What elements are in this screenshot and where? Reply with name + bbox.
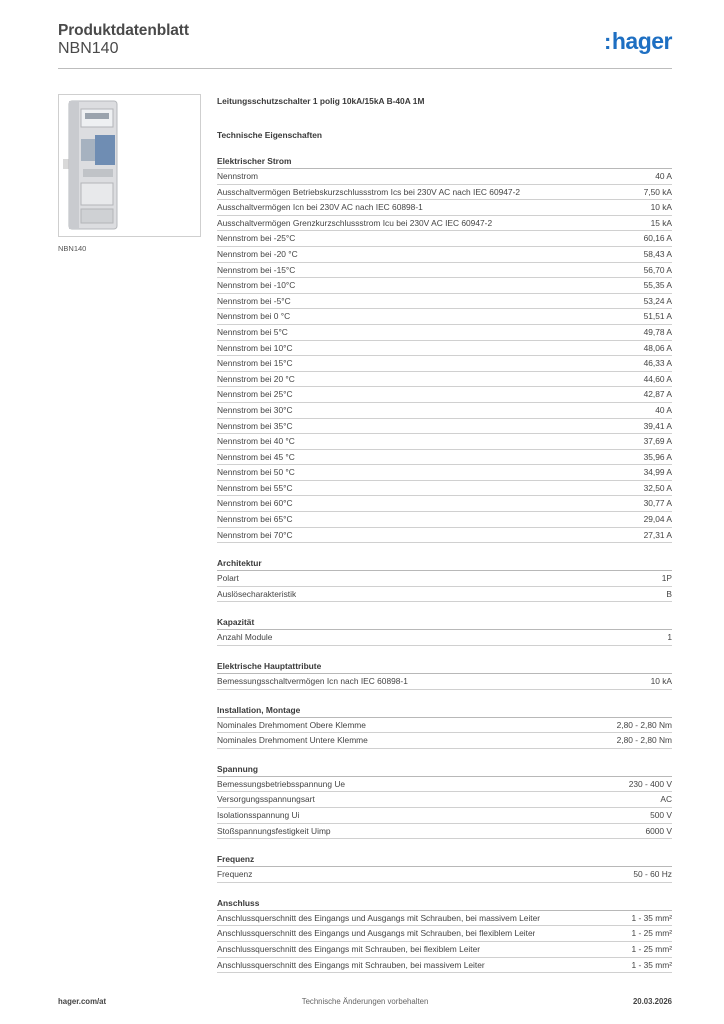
section-title: Elektrische Hauptattribute bbox=[217, 659, 672, 674]
spec-value: AC bbox=[660, 794, 672, 805]
spec-label: Isolationsspannung Ui bbox=[217, 810, 300, 820]
spec-value: 37,69 A bbox=[643, 436, 672, 447]
spec-row bbox=[217, 434, 672, 450]
document-title: Produktdatenblatt bbox=[58, 22, 189, 39]
spec-row bbox=[217, 926, 672, 942]
spec-row bbox=[217, 512, 672, 528]
spec-value: 2,80 - 2,80 Nm bbox=[616, 735, 672, 746]
footer-disclaimer: Technische Änderungen vorbehalten bbox=[301, 997, 429, 1006]
spec-label: Frequenz bbox=[217, 869, 253, 880]
spec-row bbox=[217, 294, 672, 310]
spec-row bbox=[217, 587, 672, 603]
spec-row bbox=[217, 341, 672, 357]
spec-label: Ausschaltvermögen Grenzkurzschlussstrom Icu bei 230V AC IEC 60947-2 bbox=[217, 217, 493, 228]
hager-logo: :hager bbox=[604, 28, 672, 54]
spec-section bbox=[217, 703, 672, 749]
spec-label: Nennstrom bei 70°C bbox=[217, 529, 293, 540]
spec-content bbox=[217, 96, 672, 973]
spec-row bbox=[217, 231, 672, 247]
spec-value: 32,50 A bbox=[643, 482, 672, 493]
spec-label: Anschlussquerschnitt des Eingangs und Ausgangs mit Schrauben, bei massivem Leiter bbox=[217, 912, 541, 923]
spec-section bbox=[217, 556, 672, 602]
spec-value: 34,99 A bbox=[643, 467, 672, 478]
spec-section bbox=[217, 615, 672, 646]
spec-row bbox=[217, 200, 672, 216]
spec-section bbox=[217, 154, 672, 543]
spec-label: Anzahl Module bbox=[217, 632, 273, 643]
spec-value: 51,51 A bbox=[643, 311, 672, 322]
spec-row bbox=[217, 911, 672, 927]
section-title: Installation, Montage bbox=[217, 703, 672, 718]
spec-row bbox=[217, 309, 672, 325]
spec-label: Versorgungsspannungsart bbox=[217, 794, 315, 805]
spec-label: Nennstrom bei 10°C bbox=[217, 342, 293, 353]
spec-label: Nennstrom bei 60°C bbox=[217, 498, 293, 509]
spec-row bbox=[217, 185, 672, 201]
spec-label: Nennstrom bei -15°C bbox=[217, 264, 296, 275]
spec-label: Polart bbox=[217, 573, 239, 584]
spec-label: Nennstrom bei 55°C bbox=[217, 482, 293, 493]
spec-value: 500 V bbox=[650, 810, 672, 820]
spec-label: Nennstrom bei 40 °C bbox=[217, 436, 295, 447]
header-divider bbox=[58, 68, 672, 69]
spec-label: Ausschaltvermögen Betriebskurzschlussstrom Ics bei 230V AC nach IEC 60947-2 bbox=[217, 186, 521, 197]
spec-row bbox=[217, 481, 672, 497]
section-title: Spannung bbox=[217, 762, 672, 777]
spec-label: Nennstrom bbox=[217, 171, 258, 181]
spec-row bbox=[217, 278, 672, 294]
section-title: Kapazität bbox=[217, 615, 672, 630]
spec-value: 42,87 A bbox=[643, 389, 672, 400]
spec-row bbox=[217, 792, 672, 808]
spec-row bbox=[217, 325, 672, 341]
spec-label: Nennstrom bei 5°C bbox=[217, 326, 288, 337]
spec-value: 55,35 A bbox=[643, 280, 672, 291]
spec-row bbox=[217, 247, 672, 263]
spec-sections bbox=[217, 154, 672, 973]
spec-row bbox=[217, 216, 672, 232]
spec-row bbox=[217, 571, 672, 587]
spec-value: 30,77 A bbox=[643, 498, 672, 509]
spec-value: 40 A bbox=[655, 404, 672, 415]
spec-value: 39,41 A bbox=[643, 420, 672, 431]
section-title: Anschluss bbox=[217, 896, 672, 911]
spec-value: 230 - 400 V bbox=[628, 778, 672, 789]
spec-label: Nennstrom bei -5°C bbox=[217, 295, 291, 306]
spec-label: Nennstrom bei 0 °C bbox=[217, 311, 291, 322]
spec-value: 48,06 A bbox=[643, 342, 672, 353]
spec-value: 53,24 A bbox=[643, 295, 672, 306]
spec-row bbox=[217, 496, 672, 512]
spec-value: 1P bbox=[661, 573, 672, 584]
spec-row bbox=[217, 733, 672, 749]
spec-value: 27,31 A bbox=[643, 529, 672, 540]
spec-label: Anschlussquerschnitt des Eingangs mit Schrauben, bei massivem Leiter bbox=[217, 959, 485, 970]
spec-value: 50 - 60 Hz bbox=[633, 869, 672, 880]
spec-label: Nennstrom bei -10°C bbox=[217, 280, 296, 291]
spec-label: Bemessungsschaltvermögen Icn nach IEC 60898-1 bbox=[217, 676, 408, 687]
spec-label: Nominales Drehmoment Obere Klemme bbox=[217, 719, 366, 730]
spec-section bbox=[217, 852, 672, 883]
spec-value: 49,78 A bbox=[643, 326, 672, 337]
spec-section bbox=[217, 762, 672, 839]
spec-label: Bemessungsbetriebsspannung Ue bbox=[217, 778, 346, 789]
spec-value: 35,96 A bbox=[643, 451, 672, 462]
spec-row bbox=[217, 465, 672, 481]
spec-value: B bbox=[666, 588, 672, 599]
spec-label: Stoßspannungsfestigkeit Uimp bbox=[217, 825, 331, 836]
spec-row bbox=[217, 528, 672, 544]
spec-value: 1 - 25 mm² bbox=[631, 928, 672, 939]
spec-row bbox=[217, 808, 672, 824]
section-title: Architektur bbox=[217, 556, 672, 571]
spec-section bbox=[217, 659, 672, 690]
spec-value: 60,16 A bbox=[643, 233, 672, 244]
spec-value: 1 bbox=[667, 632, 672, 643]
technical-properties-heading: Technische Eigenschaften bbox=[217, 130, 323, 140]
spec-value: 10 kA bbox=[650, 676, 672, 687]
spec-row bbox=[217, 824, 672, 840]
spec-label: Nennstrom bei 15°C bbox=[217, 358, 293, 369]
spec-row bbox=[217, 372, 672, 388]
spec-row bbox=[217, 403, 672, 419]
footer-date: 20.03.2026 bbox=[632, 997, 672, 1006]
product-code: NBN140 bbox=[58, 40, 119, 57]
spec-value: 15 kA bbox=[650, 217, 672, 228]
spec-row bbox=[217, 356, 672, 372]
spec-value: 1 - 25 mm² bbox=[631, 943, 672, 954]
spec-value: 2,80 - 2,80 Nm bbox=[616, 719, 672, 730]
spec-section bbox=[217, 896, 672, 973]
spec-label: Ausschaltvermögen Icn bei 230V AC nach IEC 60898-1 bbox=[217, 202, 423, 213]
spec-value: 7,50 kA bbox=[643, 186, 672, 197]
spec-value: 6000 V bbox=[645, 825, 672, 836]
product-name: Leitungsschutzschalter 1 polig 10kA/15kA B-40A 1M bbox=[217, 96, 425, 106]
spec-value: 1 - 35 mm² bbox=[631, 912, 672, 923]
spec-row bbox=[217, 777, 672, 793]
spec-row bbox=[217, 674, 672, 690]
spec-row bbox=[217, 718, 672, 734]
spec-label: Auslösecharakteristik bbox=[217, 588, 297, 599]
spec-row bbox=[217, 419, 672, 435]
spec-label: Nennstrom bei 30°C bbox=[217, 404, 293, 415]
section-title: Elektrischer Strom bbox=[217, 154, 672, 169]
spec-value: 56,70 A bbox=[643, 264, 672, 275]
spec-label: Anschlussquerschnitt des Eingangs und Ausgangs mit Schrauben, bei flexiblem Leiter bbox=[217, 928, 536, 939]
spec-value: 29,04 A bbox=[643, 514, 672, 525]
spec-row bbox=[217, 630, 672, 646]
spec-label: Nominales Drehmoment Untere Klemme bbox=[217, 735, 368, 746]
spec-row bbox=[217, 450, 672, 466]
spec-row bbox=[217, 867, 672, 883]
page-header bbox=[58, 22, 672, 68]
spec-row bbox=[217, 169, 672, 185]
spec-value: 1 - 35 mm² bbox=[631, 959, 672, 970]
spec-row bbox=[217, 263, 672, 279]
image-caption: NBN140 bbox=[58, 244, 87, 253]
spec-label: Anschlussquerschnitt des Eingangs mit Schrauben, bei flexiblem Leiter bbox=[217, 943, 481, 954]
spec-label: Nennstrom bei 25°C bbox=[217, 389, 293, 400]
section-title: Frequenz bbox=[217, 852, 672, 867]
product-image bbox=[58, 94, 201, 237]
spec-label: Nennstrom bei 45 °C bbox=[217, 451, 295, 462]
spec-value: 58,43 A bbox=[643, 248, 672, 259]
spec-row bbox=[217, 942, 672, 958]
spec-label: Nennstrom bei 65°C bbox=[217, 514, 293, 525]
spec-label: Nennstrom bei -20 °C bbox=[217, 248, 298, 259]
spec-label: Nennstrom bei -25°C bbox=[217, 233, 296, 244]
spec-row bbox=[217, 387, 672, 403]
spec-row bbox=[217, 958, 672, 974]
spec-label: Nennstrom bei 20 °C bbox=[217, 373, 295, 384]
spec-value: 44,60 A bbox=[643, 373, 672, 384]
spec-value: 40 A bbox=[655, 171, 672, 181]
footer-website: hager.com/at bbox=[58, 997, 107, 1006]
spec-label: Nennstrom bei 35°C bbox=[217, 420, 293, 431]
spec-label: Nennstrom bei 50 °C bbox=[217, 467, 295, 478]
circuit-breaker-icon bbox=[59, 95, 200, 236]
spec-value: 10 kA bbox=[650, 202, 672, 213]
spec-value: 46,33 A bbox=[643, 358, 672, 369]
